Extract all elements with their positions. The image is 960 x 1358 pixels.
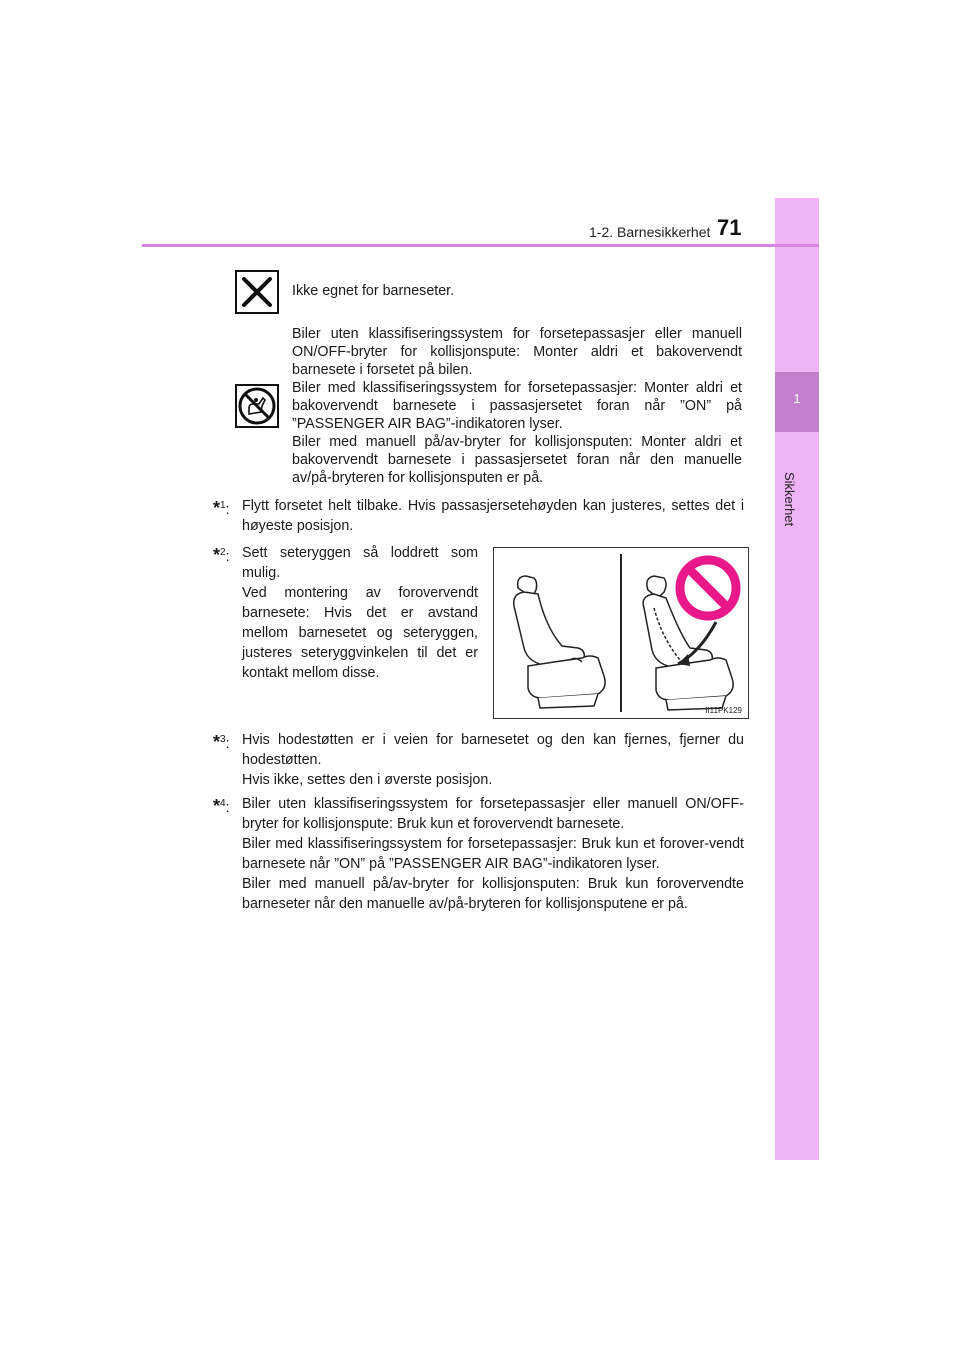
footnote-line: Sett seteryggen så loddrett som mulig.	[242, 545, 478, 581]
legend-rear-facing-line: Biler med manuell på/av-bryter for kollisjonsputen: Monter aldri et bakovervendt barnesete i passasjersetet foran når den manuelle av/på-bryteren for kollisjonsputen er på.	[292, 434, 742, 486]
legend-rear-facing-line: Biler uten klassifiseringssystem for forsetepassasjer eller manuell ON/OFF-bryter for kollisjonspute: Monter aldri et bakovervendt barnesete i forsetet på bilen.	[292, 326, 742, 378]
footnote-marker: *$^4$:	[213, 796, 230, 816]
footnote-line: Biler med klassifiseringssystem for forsetepassasjer: Bruk kun et forover-vendt barnesete når ”ON” på ”PASSENGER AIR BAG”-indikatoren lyser.	[242, 836, 744, 872]
footnote-line: Hvis hodestøtten er i veien for barnesetet og den kan fjernes, fjerner du hodestøtten.	[242, 732, 744, 768]
legend-rear-facing-text	[292, 325, 742, 487]
legend-rear-facing-line: Biler med klassifiseringssystem for forsetepassasjer: Monter aldri et bakovervendt barnesete i passasjersetet foran når ”ON” på ”PASSENGER AIR BAG”-indikatoren lyser.	[292, 380, 742, 432]
figure-code: II11PK129	[705, 706, 742, 715]
legend-not-suitable-text: Ikke egnet for barneseter.	[292, 283, 455, 299]
footnote-line: Hvis ikke, settes den i øverste posisjon.	[242, 772, 493, 788]
cross-box-icon	[235, 270, 279, 314]
footnote-2	[213, 543, 478, 683]
footnote-line: Biler uten klassifiseringssystem for forsetepassasjer eller manuell ON/OFF-bryter for kollisjonspute: Bruk kun et forovervendt barnesete.	[242, 796, 744, 832]
footnote-marker: *$^3$:	[213, 732, 230, 752]
chapter-side-tab	[775, 198, 819, 1160]
footnote-line: Ved montering av forovervendt barnesete: Hvis det er avstand mellom barnesetet og seteryggen, justeres seteryggvinkelen til det er kontakt mellom disse.	[242, 585, 478, 681]
prohibited-icon	[680, 560, 736, 616]
seat-upright	[514, 576, 605, 708]
page-number: 71	[717, 215, 742, 240]
footnote-4	[213, 794, 744, 914]
seat-illustration	[493, 547, 749, 719]
section-title: 1-2. Barnesikkerhet	[589, 224, 711, 240]
no-rear-facing-seat-icon	[235, 384, 279, 428]
footnote-3	[213, 730, 744, 790]
chapter-label: Sikkerhet	[782, 472, 797, 527]
header-rule	[142, 244, 819, 247]
chapter-number: 1	[793, 391, 801, 406]
footnote-marker: *$^2$:	[213, 545, 230, 565]
footnote-line: Biler med manuell på/av-bryter for kollisjonsputen: Bruk kun forovervendte barneseter når den manuelle av/på-bryteren for kollisjonsputene er på.	[242, 876, 744, 912]
footnote-marker: *$^1$:	[213, 498, 230, 518]
footnote-1	[213, 496, 744, 536]
footnote-line: Flytt forsetet helt tilbake. Hvis passasjersetehøyden kan justeres, settes det i høyeste posisjon.	[242, 498, 744, 534]
seat-illustration-svg	[494, 548, 748, 718]
